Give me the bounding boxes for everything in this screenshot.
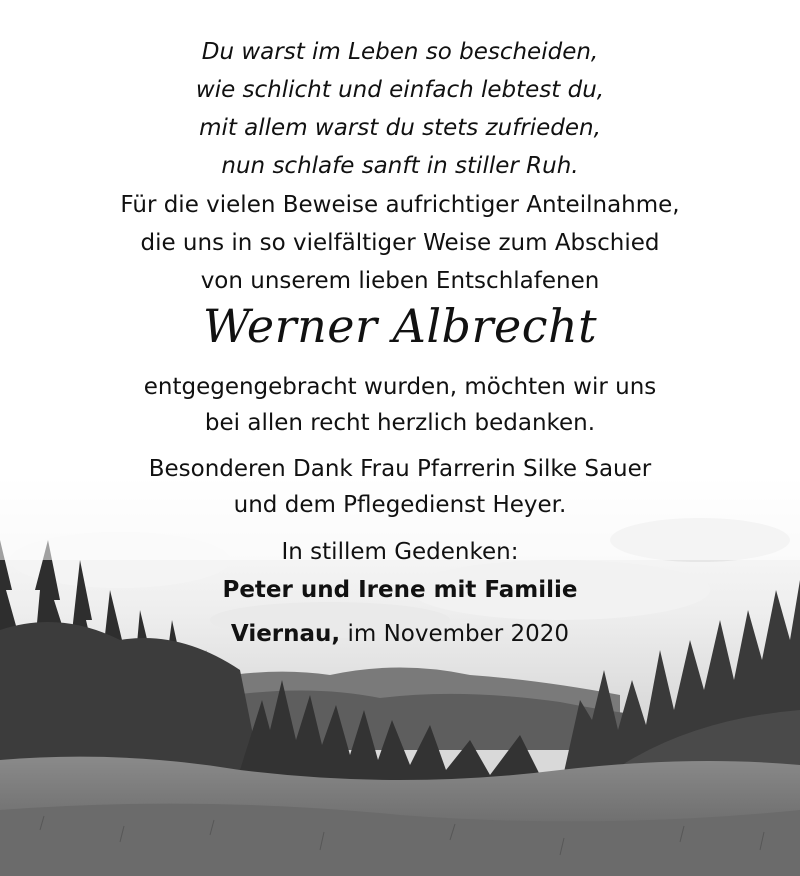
memorial-intro: In stillem Gedenken:: [281, 539, 519, 565]
place-date: [0, 616, 800, 652]
place-name: Viernau,: [230, 621, 341, 647]
special-thanks-line: Besonderen Dank Frau Pfarrerin Silke Sauer: [148, 456, 652, 482]
memorial: [0, 533, 800, 609]
special-thanks: [0, 451, 800, 523]
after-name-line: bei allen recht herzlich bedanken.: [204, 410, 596, 436]
memorial-family: Peter und Irene mit Familie: [222, 577, 578, 603]
after-name-paragraph: [0, 369, 800, 441]
special-thanks-line: und dem Pflegedienst Heyer.: [233, 492, 567, 518]
thanks-paragraph: [0, 186, 800, 300]
poem-line: wie schlicht und einfach lebtest du,: [195, 77, 605, 103]
date-text: im November 2020: [340, 621, 570, 647]
poem-line: nun schlafe sanft in stiller Ruh.: [221, 153, 579, 179]
thanks-line: von unserem lieben Entschlafenen: [200, 268, 600, 294]
thanks-line: die uns in so vielfältiger Weise zum Abschied: [140, 230, 660, 256]
deceased-name: Werner Albrecht: [202, 299, 598, 353]
landscape-photo: [0, 470, 800, 876]
poem-line: Du warst im Leben so bescheiden,: [201, 39, 599, 65]
poem-line: mit allem warst du stets zufrieden,: [199, 115, 601, 141]
thanks-line: Für die vielen Beweise aufrichtiger Anteilnahme,: [120, 192, 680, 218]
after-name-line: entgegengebracht wurden, möchten wir uns: [143, 374, 657, 400]
poem: [0, 33, 800, 185]
